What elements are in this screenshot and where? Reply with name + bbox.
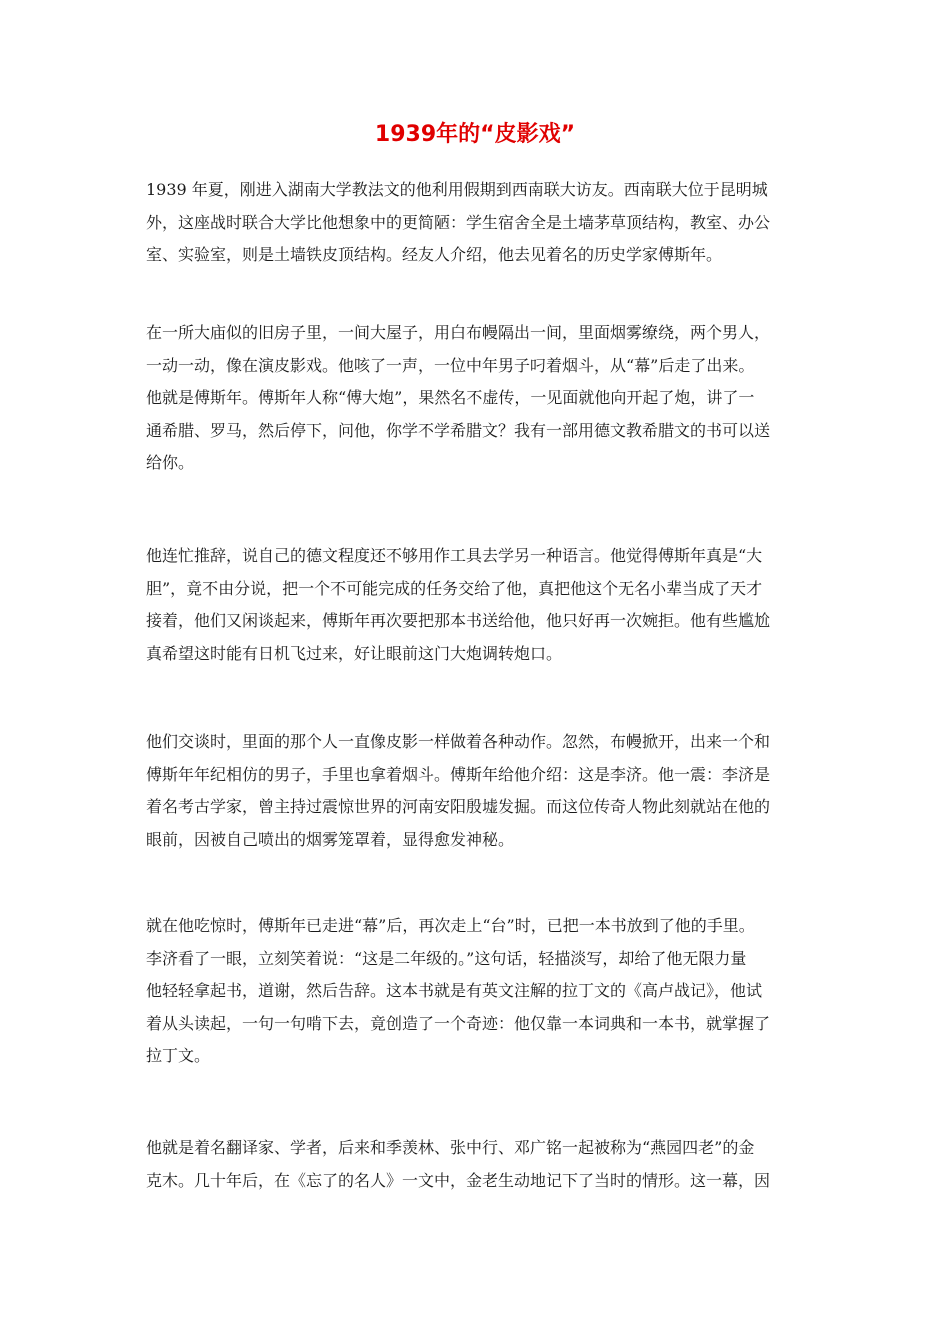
text-line: 他就是着名翻译家、学者，后来和季羡林、张中行、邓广铭一起被称为“燕园四老”的金: [146, 1138, 755, 1157]
text-line: 他连忙推辞，说自己的德文程度还不够用作工具去学另一种语言。他觉得傅斯年真是“大: [146, 546, 763, 565]
text-line: 一动一动，像在演皮影戏。他咳了一声，一位中年男子叼着烟斗，从“幕”后走了出来。: [146, 355, 755, 375]
text-line: 接着，他们又闲谈起来，傅斯年再次要把那本书送给他，他只好再一次婉拒。他有些尴尬: [146, 611, 771, 630]
text-line: 他就是傅斯年。傅斯年人称“傅大炮”，果然名不虚传，一见面就他向开起了炮，讲了一: [146, 388, 755, 407]
text-line: 着从头读起，一句一句啃下去，竟创造了一个奇迹：他仅靠一本词典和一本书，就掌握了: [146, 1013, 771, 1033]
text-line: 着名考古学家，曾主持过震惊世界的河南安阳殷墟发掘。而这位传奇人物此刻就站在他的: [146, 797, 771, 816]
text-line: 他轻轻拿起书，道谢，然后告辞。这本书就是有英文注解的拉丁文的《高卢战记》，他试: [146, 981, 763, 1000]
article-title: 1939年的“皮影戏”: [374, 122, 576, 147]
text-line: 就在他吃惊时，傅斯年已走进“幕”后，再次走上“台”时，已把一本书放到了他的手里。: [146, 916, 755, 935]
paragraph-3: [146, 546, 816, 676]
text-line: 给你。: [146, 453, 195, 472]
text-line: 李济看了一眼，立刻笑着说：“这是二年级的。”这句话，轻描淡写，却给了他无限力量: [146, 948, 747, 968]
text-line: 通希腊、罗马，然后停下，问他，你学不学希腊文？我有一部用德文教希腊文的书可以送: [146, 420, 771, 440]
paragraph-4: [146, 732, 816, 862]
text-line: 克木。几十年后，在《忘了的名人》一文中，金老生动地记下了当时的情形。这一幕，因: [146, 1170, 771, 1190]
text-line: 1939 年夏，刚进入湖南大学教法文的他利用假期到西南联大访友。西南联大位于昆明城: [146, 180, 768, 199]
text-line: 室、实验室，则是土墙铁皮顶结构。经友人介绍，他去见着名的历史学家傅斯年。: [146, 245, 723, 264]
text-line: 眼前，因被自己喷出的烟雾笼罩着，显得愈发神秘。: [146, 829, 515, 849]
paragraph-1: [146, 180, 816, 278]
text-line: 傅斯年年纪相仿的男子，手里也拿着烟斗。傅斯年给他介绍：这是李济。他一震：李济是: [146, 764, 771, 784]
paragraph-2: [146, 323, 816, 486]
text-line: 拉丁文。: [146, 1046, 211, 1065]
text-line: 外，这座战时联合大学比他想象中的更简陋：学生宿舍全是土墙茅草顶结构，教室、办公: [146, 212, 771, 232]
text-line: 真希望这时能有日机飞过来，好让眼前这门大炮调转炮口。: [146, 643, 563, 663]
text-line: 胆”，竟不由分说，把一个不可能完成的任务交给了他，真把他这个无名小辈当成了天才: [146, 578, 763, 598]
text-line: 他们交谈时，里面的那个人一直像皮影一样做着各种动作。忽然，布幔掀开，出来一个和: [146, 732, 771, 751]
text-line: 在一所大庙似的旧房子里，一间大屋子，用白布幔隔出一间，里面烟雾缭绕，两个男人，: [146, 323, 771, 342]
paragraph-6: [146, 1138, 816, 1203]
paragraph-5: [146, 916, 816, 1079]
